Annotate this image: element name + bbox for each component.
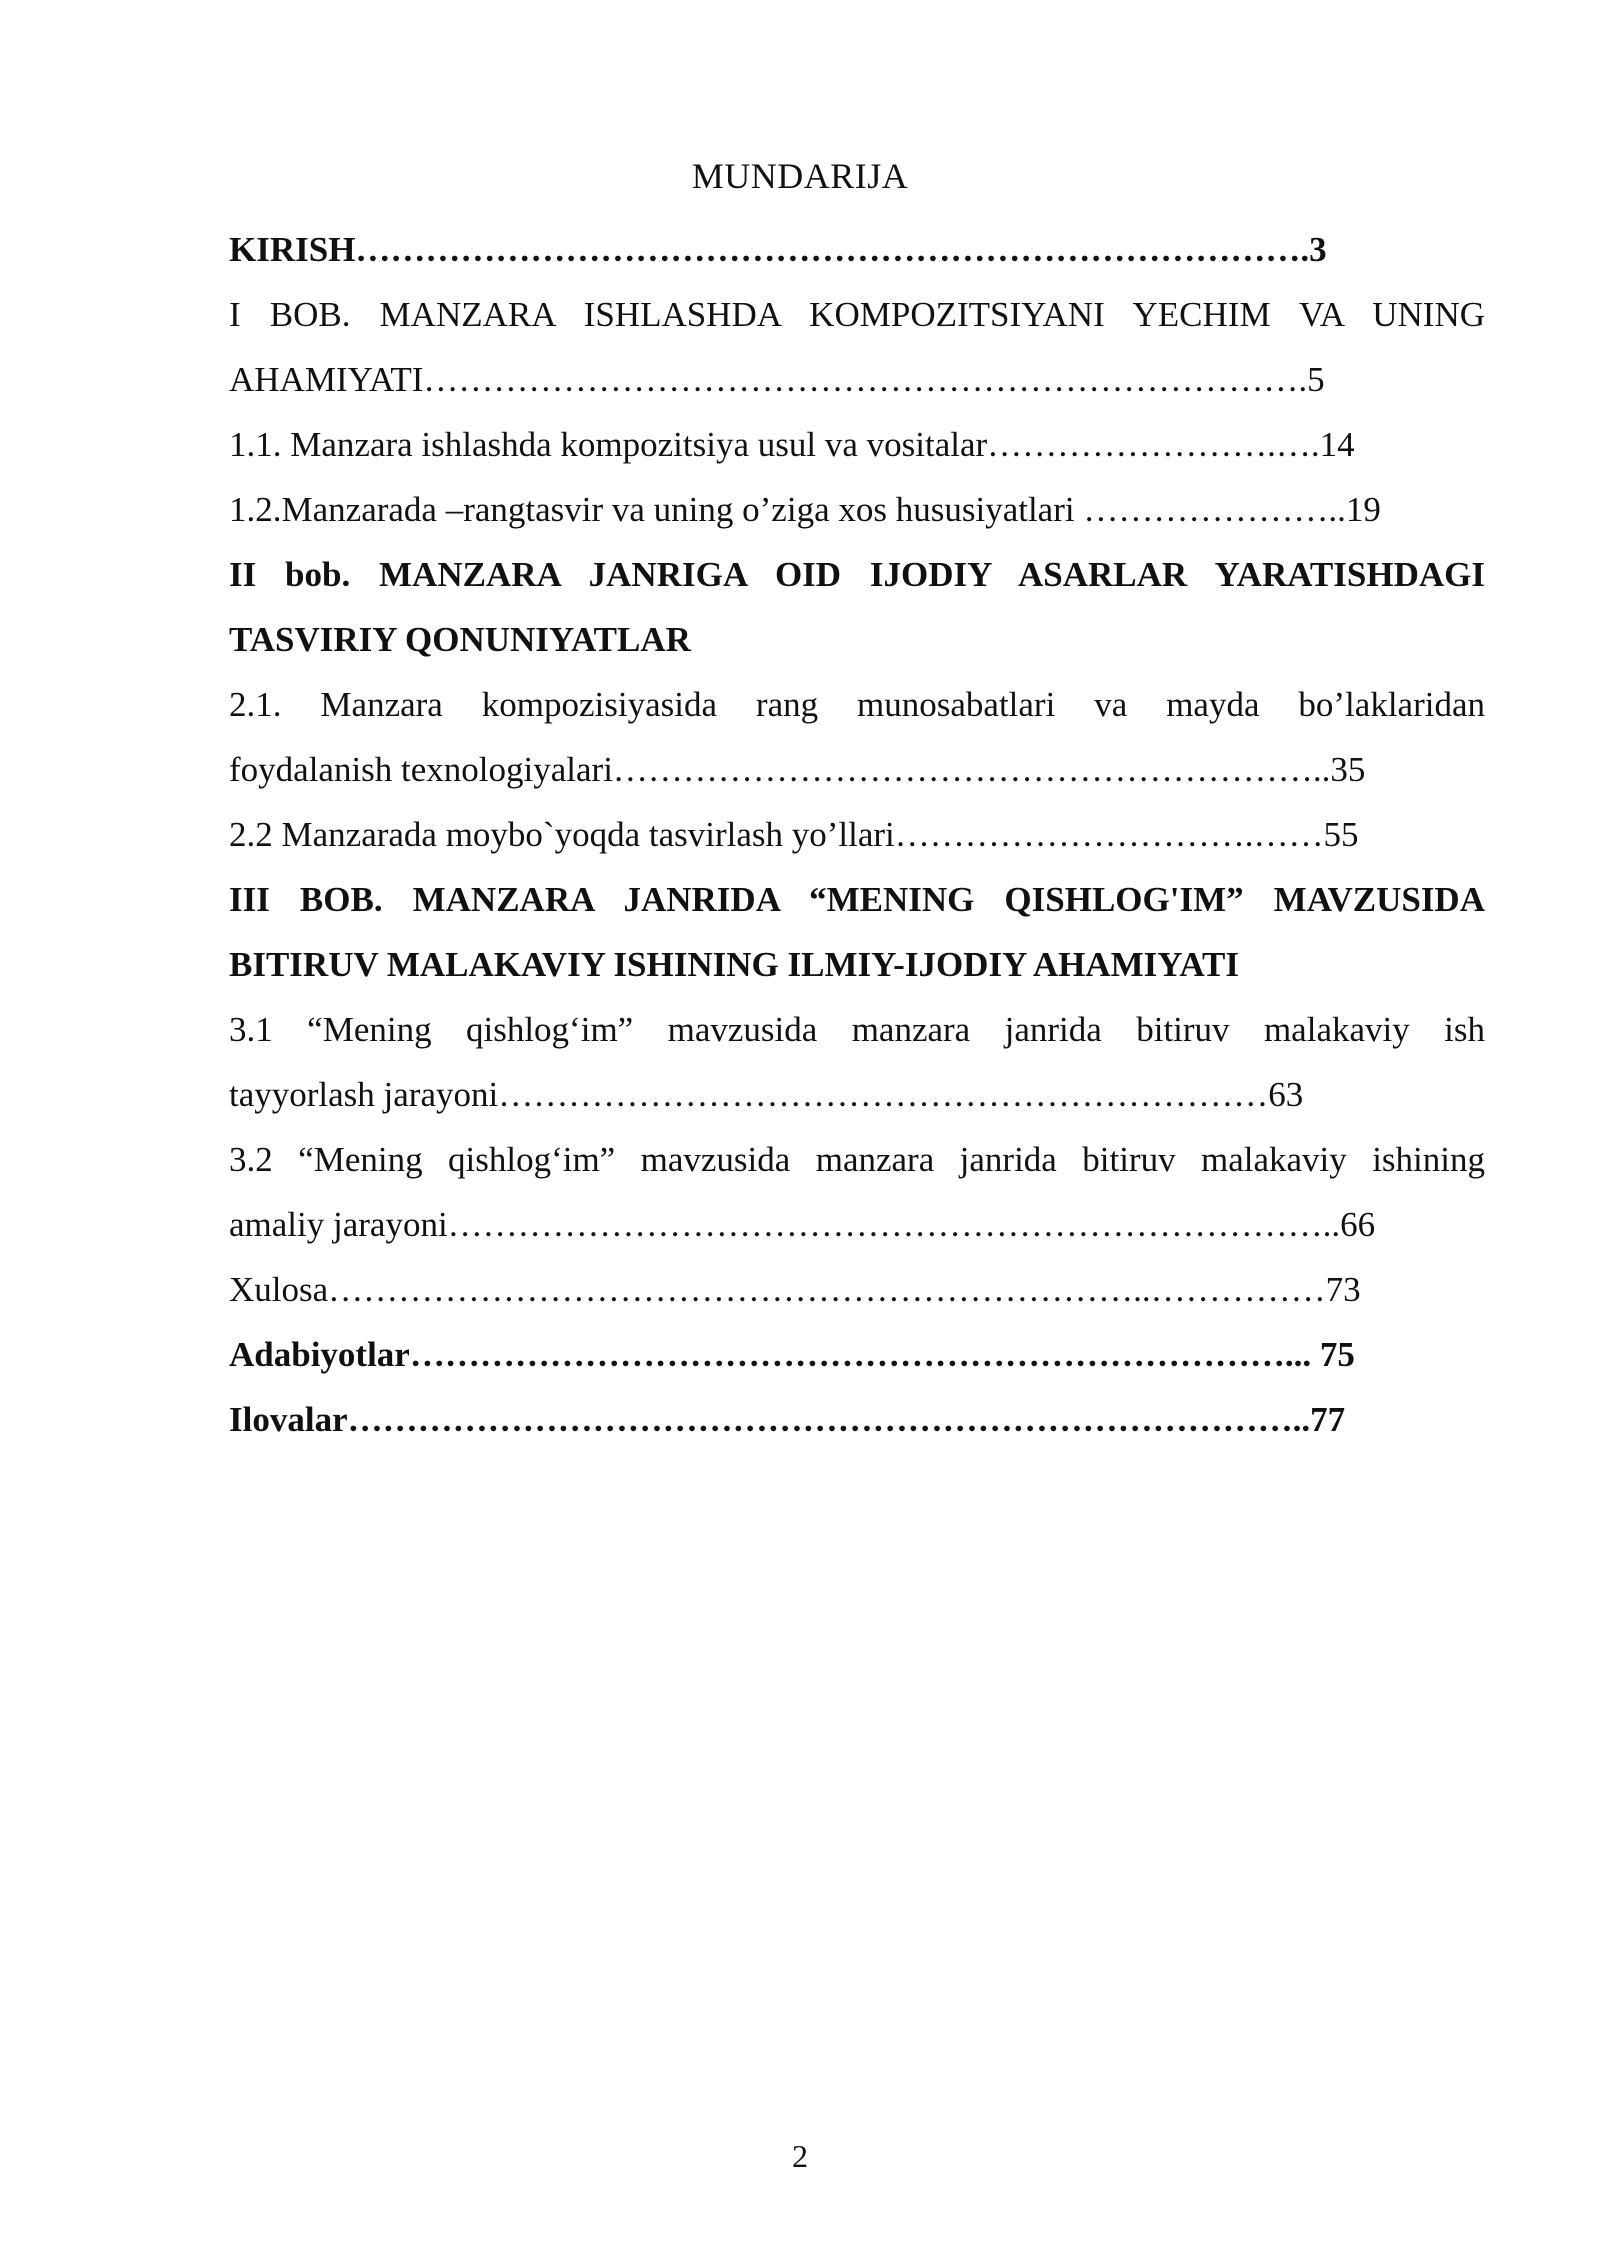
toc-section-3-2-line-1: 3.2 “Mening qishlog‘im” mavzusida manzara janrida bitiruv malakaviy ishining — [229, 1140, 1485, 1179]
toc-chapter-2-heading-line-2: TASVIRIY QONUNIYATLAR — [229, 620, 691, 659]
toc-entry-kirish: KIRISH……………………………………………………………………….3 — [229, 230, 1327, 269]
toc-chapter-3-heading-line-2: BITIRUV MALAKAVIY ISHINING ILMIY-IJODIY AHAMIYATI — [229, 945, 1240, 984]
toc-entry-ilovalar: Ilovalar………………………………………………………………………..77 — [229, 1400, 1346, 1439]
toc-chapter-2-heading-line-1: II bob. MANZARA JANRIGA OID IJODIY ASARLAR YARATISHDAGI — [229, 555, 1485, 594]
toc-section-2-2: 2.2 Manzarada moybo`yoqda tasvirlash yo’llari………………………….……55 — [229, 815, 1359, 854]
toc-section-3-1-line-2: tayyorlash jarayoni…………………………………………………………63 — [229, 1075, 1304, 1114]
toc-chapter-3-heading-line-1: III BOB. MANZARA JANRIDA “MENING QISHLOG'IM” MAVZUSIDA — [229, 880, 1485, 919]
toc-section-1-2: 1.2.Manzarada –rangtasvir va uning o’ziga xos hususiyatlari …………………..19 — [229, 490, 1381, 529]
page-title: MUNDARIJA — [691, 156, 909, 196]
toc-chapter-1-heading-line-1: I BOB. MANZARA ISHLASHDA KOMPOZITSIYANI YECHIM VA UNING — [229, 295, 1485, 334]
toc-section-3-1-line-1: 3.1 “Mening qishlog‘im” mavzusida manzara janrida bitiruv malakaviy ish — [229, 1010, 1485, 1049]
toc-section-3-2-line-2: amaliy jarayoni…………………………………………………………………..66 — [229, 1205, 1376, 1244]
toc-entry-xulosa: Xulosa……………………………………………………………..……………73 — [229, 1270, 1361, 1309]
table-of-contents — [229, 217, 1485, 1452]
toc-section-1-1: 1.1. Manzara ishlashda kompozitsiya usul va vositalar…………………….….14 — [229, 425, 1355, 464]
toc-chapter-1-heading-line-2: AHAMIYATI………………………………………………………………….5 — [229, 360, 1325, 399]
toc-section-2-1-line-1: 2.1. Manzara kompozisiyasida rang munosabatlari va mayda bo’laklaridan — [229, 685, 1485, 724]
toc-section-2-1-line-2: foydalanish texnologiyalari……………………………………………………..35 — [229, 750, 1366, 789]
toc-entry-adabiyotlar: Adabiyotlar…………………………………………………………………... 75 — [229, 1335, 1355, 1374]
page-number: 2 — [792, 2138, 808, 2174]
